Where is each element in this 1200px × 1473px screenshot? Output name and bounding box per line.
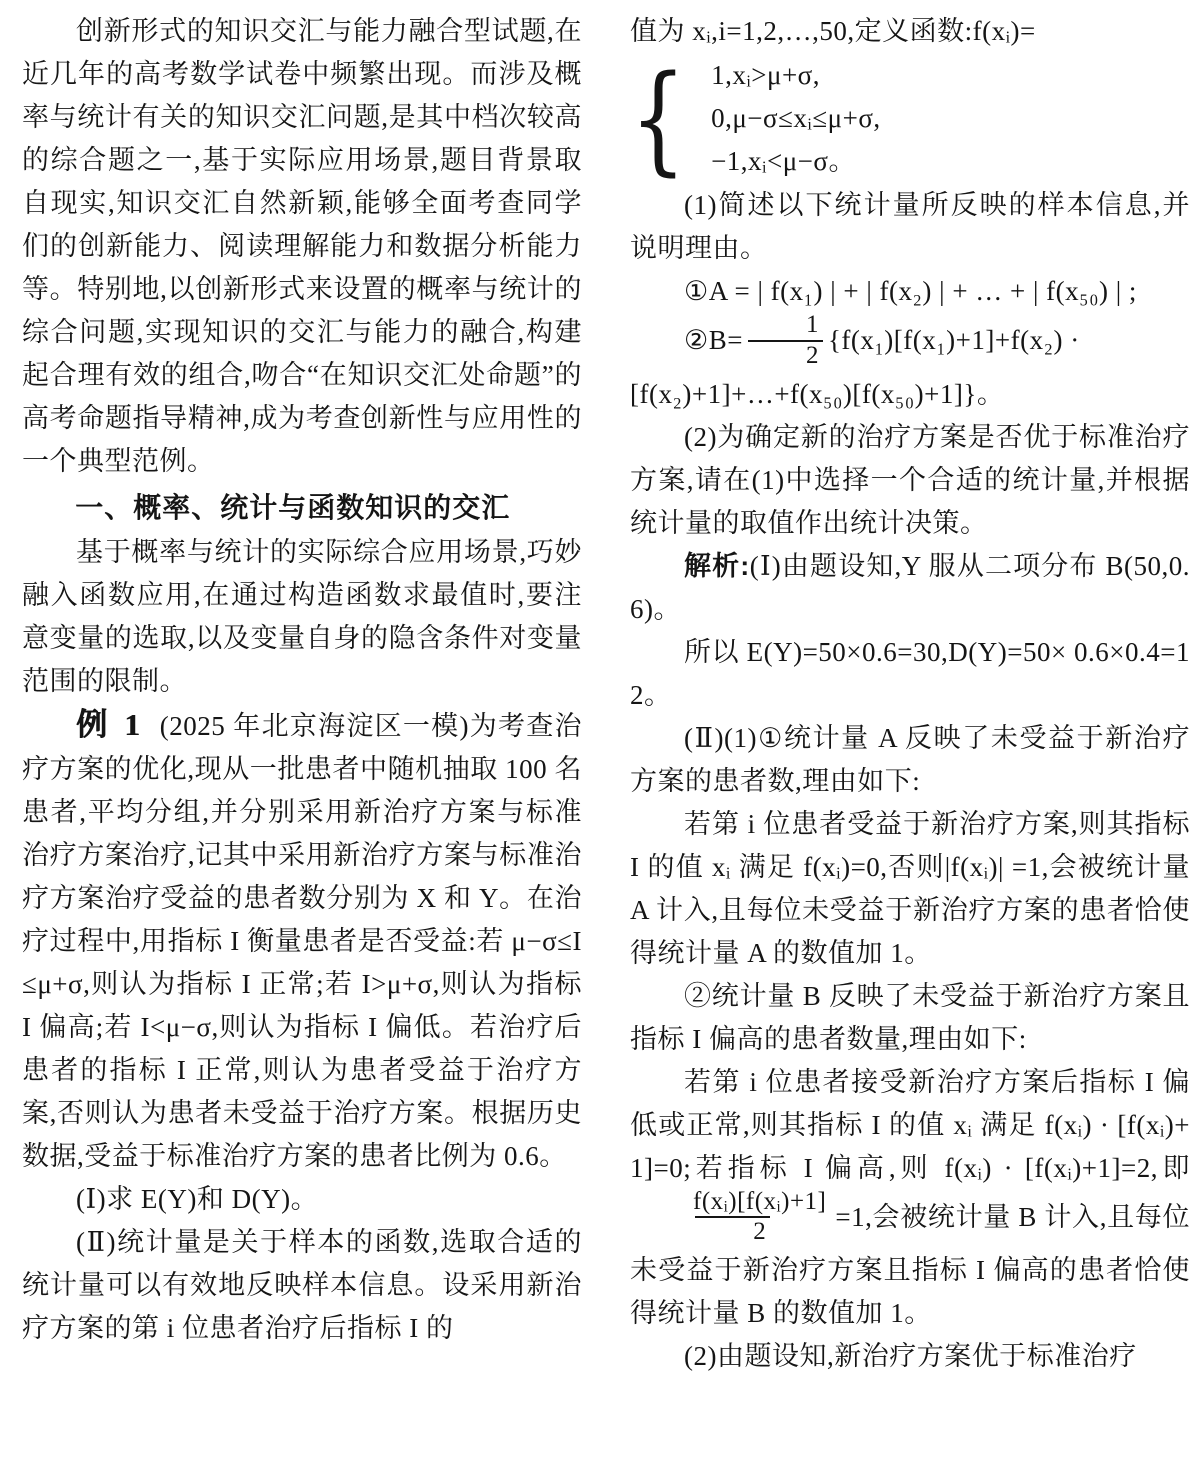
example-label: 例 1: [76, 707, 144, 742]
analysis-statistic-a-reason: 若第 i 位患者受益于新治疗方案,则其指标 I 的值 xᵢ 满足 f(xᵢ)=0,否则|f(xᵢ)| =1,会被统计量 A 计入,且每位未受益于新治疗方案的患者恰使得统计量 A 的数值加 1。: [630, 808, 1190, 968]
part2-paragraph: (Ⅱ)统计量是关于样本的函数,选取合适的统计量可以有效地反映样本信息。设采用新治疗方案的第 i 位患者治疗后指标 I 的: [22, 1227, 582, 1343]
intro-paragraph: 创新形式的知识交汇与能力融合型试题,在近几年的高考数学试卷中频繁出现。而涉及概率与统计有关的知识交汇问题,是其中档次较高的综合题之一,基于实际应用场景,题目背景取自现实,知识交汇自然新颖,能够全面考查同学们的创新能力、阅读理解能力和数据分析能力等。特别地,以创新形式来设置的概率与统计的综合问题,实现知识的交汇与能力的融合,构建起合理有效的组合,吻合“在知识交汇处命题”的高考命题指导精神,成为考查创新性与应用性的一个典型范例。: [22, 16, 582, 476]
left-column: [22, 10, 582, 1350]
fraction-denominator: 2: [748, 340, 823, 371]
analysis-statistic-b-reason: [630, 1061, 1190, 1336]
analysis-ey-dy-line: 所以 E(Y)=50×0.6=30,D(Y)=50× 0.6×0.4=12。: [630, 636, 1190, 710]
statistic-b-reason-suffix: =1,会被统计量 B 计入,且每位未受益于新治疗方案且指标 I 偏高的患者恰使得统计量 B 的数值加 1。: [630, 1201, 1190, 1328]
formula-a: ①A = | f(x₁) | + | f(x₂) | + … + | f(x₅₀) | ;: [684, 276, 1137, 306]
formula-b-line1: {f(x₁)[f(x₁)+1]+f(x₂) ·: [827, 324, 1080, 355]
piecewise-case-1: 1,xᵢ>μ+σ,: [711, 60, 820, 90]
formula-b-line2: [f(x₂)+1]+…+f(x₅₀)[f(x₅₀)+1]}。: [630, 378, 1005, 409]
question-1-paragraph: (1)简述以下统计量所反映的样本信息,并说明理由。: [630, 190, 1190, 263]
analysis-statistic-b-claim: ②统计量 B 反映了未受益于新治疗方案且指标 I 偏高的患者数量,理由如下:: [630, 980, 1190, 1054]
question-2-paragraph: (2)为确定新的治疗方案是否优于标准治疗方案,请在(1)中选择一个合适的统计量,并根据统计量的取值作出统计决策。: [630, 421, 1190, 538]
piecewise-cases: [711, 54, 881, 183]
piecewise-case-3: −1,xᵢ<μ−σ。: [711, 146, 856, 176]
continued-line: 值为 xᵢ,i=1,2,…,50,定义函数:f(xᵢ)=: [630, 16, 1036, 46]
formula-b: [630, 313, 1190, 416]
example-body: (2025 年北京海淀区一模)为考查治疗方案的优化,现从一批患者中随机抽取 100 名患者,平均分组,并分别采用新治疗方案与标准治疗方案治疗,记其中采用新治疗方案与标准治疗方案治疗受益的患者数分别为 X 和 Y。在治疗过程中,用指标 I 衡量患者是否受益:若 μ−σ≤I≤μ+σ,则认为指标 I 正常;若 I>μ+σ,则认为指标 I 偏高;若 I<μ−σ,则认为指标 I 偏低。若治疗后患者的指标 I 正常,则认为患者受益于治疗方案,否则认为患者未受益于治疗方案。根据历史数据,受益于标准治疗方案的患者比例为 0.6。: [22, 711, 583, 1171]
piecewise-case-2: 0,μ−σ≤xᵢ≤μ+σ,: [711, 103, 881, 133]
fraction-denominator: 2: [695, 1216, 770, 1247]
fraction-one-half: [748, 311, 823, 371]
fraction-numerator: 1: [805, 311, 819, 338]
analysis-part2-paragraph: (2)由题设知,新治疗方案优于标准治疗: [684, 1341, 1137, 1371]
analysis-part1-paragraph: [630, 545, 1190, 631]
part1-line: (Ⅰ)求 E(Y)和 D(Y)。: [76, 1184, 319, 1214]
analysis-label: 解析:: [684, 550, 750, 581]
fraction-numerator: f(xᵢ)[f(xᵢ)+1]: [693, 1187, 827, 1215]
left-brace-glyph: {: [630, 49, 687, 187]
section-intro-paragraph: 基于概率与统计的实际综合应用场景,巧妙融入函数应用,在通过构造函数求最值时,要注意变量的选取,以及变量自身的隐含条件对变量范围的限制。: [22, 537, 582, 696]
analysis-statistic-a-claim: (Ⅱ)(1)①统计量 A 反映了未受益于新治疗方案的患者数,理由如下:: [630, 722, 1190, 796]
fraction-fx-expression: [635, 1188, 830, 1248]
statistic-b-reason-prefix: 若第 i 位患者接受新治疗方案后指标 I 偏低或正常,则其指标 I 的值 xᵢ 满足 f(xᵢ) · [f(xᵢ)+1]=0;若指标 I 偏高,则 f(xᵢ) · [f(xᵢ)+1]=2,即: [630, 1066, 1190, 1183]
analysis-part1-text: (Ⅰ)由题设知,Y 服从二项分布 B(50,0.6)。: [630, 550, 1190, 624]
piecewise-function: [630, 49, 1190, 187]
section-heading: 一、概率、统计与函数知识的交汇: [75, 492, 511, 523]
formula-b-prefix: ②B=: [684, 324, 743, 355]
right-column: [630, 10, 1190, 1378]
example-paragraph: [22, 703, 582, 1178]
